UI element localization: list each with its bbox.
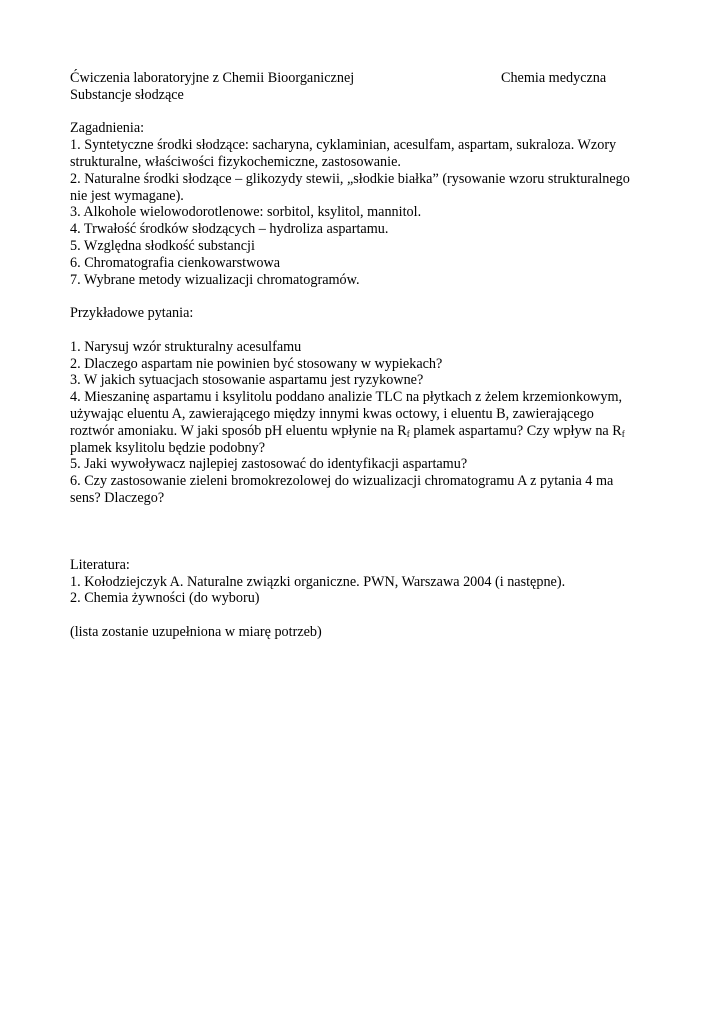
topic-line: 4. Trwałość środków słodzących – hydroliza aspartamu. xyxy=(70,221,389,238)
spacer xyxy=(70,607,648,624)
literature-item: 1. Kołodziejczyk A. Naturalne związki organiczne. PWN, Warszawa 2004 (i następne). xyxy=(70,573,566,590)
question-4-text: roztwór amoniaku. W jaki sposób pH eluentu wpłynie na R xyxy=(70,422,407,439)
document-header xyxy=(70,70,648,87)
topic-line: 2. Naturalne środki słodzące – glikozydy stewii, „słodkie białka” (rysowanie wzoru strukturalnego xyxy=(70,170,630,187)
question-6-line: 6. Czy zastosowanie zieleni bromokrezolowej do wizualizacji chromatogramu A z pytania 4 ma xyxy=(70,473,614,490)
question-4-line: używając eluentu A, zawierającego między innymi kwas octowy, i eluentu B, zawierającego xyxy=(70,405,594,422)
topic-line: nie jest wymagane). xyxy=(70,187,184,204)
question-4-text: plamek aspartamu? Czy wpływ na R xyxy=(409,422,622,439)
question-1: 1. Narysuj wzór strukturalny acesulfamu xyxy=(70,338,302,355)
spacer xyxy=(70,507,648,557)
topic-line: strukturalne, właściwości fizykochemiczne, zastosowanie. xyxy=(70,153,401,170)
topics-heading: Zagadnienia: xyxy=(70,120,145,137)
spacer xyxy=(70,104,648,121)
topics-section xyxy=(70,120,648,288)
question-4-line: 4. Mieszaninę aspartamu i ksylitolu poddano analizie TLC na płytkach z żelem krzemionkowym, xyxy=(70,389,623,406)
questions-heading: Przykładowe pytania: xyxy=(70,305,194,322)
question-3: 3. W jakich sytuacjach stosowanie aspartamu jest ryzykowne? xyxy=(70,372,424,389)
rf-subscript: f xyxy=(621,428,625,439)
document-subtitle: Substancje słodzące xyxy=(70,86,184,103)
question-4-line: plamek ksylitolu będzie podobny? xyxy=(70,439,266,456)
spacer xyxy=(70,288,648,305)
topic-line: 7. Wybrane metody wizualizacji chromatogramów. xyxy=(70,271,360,288)
document-body xyxy=(70,70,648,641)
literature-section xyxy=(70,557,648,641)
literature-heading: Literatura: xyxy=(70,556,130,573)
question-4-line xyxy=(70,423,648,440)
questions-section xyxy=(70,305,648,507)
spacer xyxy=(70,322,648,339)
rf-subscript: f xyxy=(406,428,410,439)
literature-item: 2. Chemia żywności (do wyboru) xyxy=(70,590,260,607)
question-5: 5. Jaki wywoływacz najlepiej zastosować do identyfikacji aspartamu? xyxy=(70,456,468,473)
document-title: Ćwiczenia laboratoryjne z Chemii Bioorganicznej xyxy=(70,70,355,86)
topic-line: 1. Syntetyczne środki słodzące: sacharyna, cyklaminian, acesulfam, aspartam, sukraloza. Wzory xyxy=(70,137,617,154)
topic-line: 3. Alkohole wielowodorotlenowe: sorbitol, ksylitol, mannitol. xyxy=(70,204,422,221)
topic-line: 5. Względna słodkość substancji xyxy=(70,237,255,254)
course-name: Chemia medyczna xyxy=(501,70,607,86)
question-2: 2. Dlaczego aspartam nie powinien być stosowany w wypiekach? xyxy=(70,355,443,372)
question-6-line: sens? Dlaczego? xyxy=(70,489,165,506)
topic-line: 6. Chromatografia cienkowarstwowa xyxy=(70,254,280,271)
literature-note: (lista zostanie uzupełniona w miarę potrzeb) xyxy=(70,623,322,640)
